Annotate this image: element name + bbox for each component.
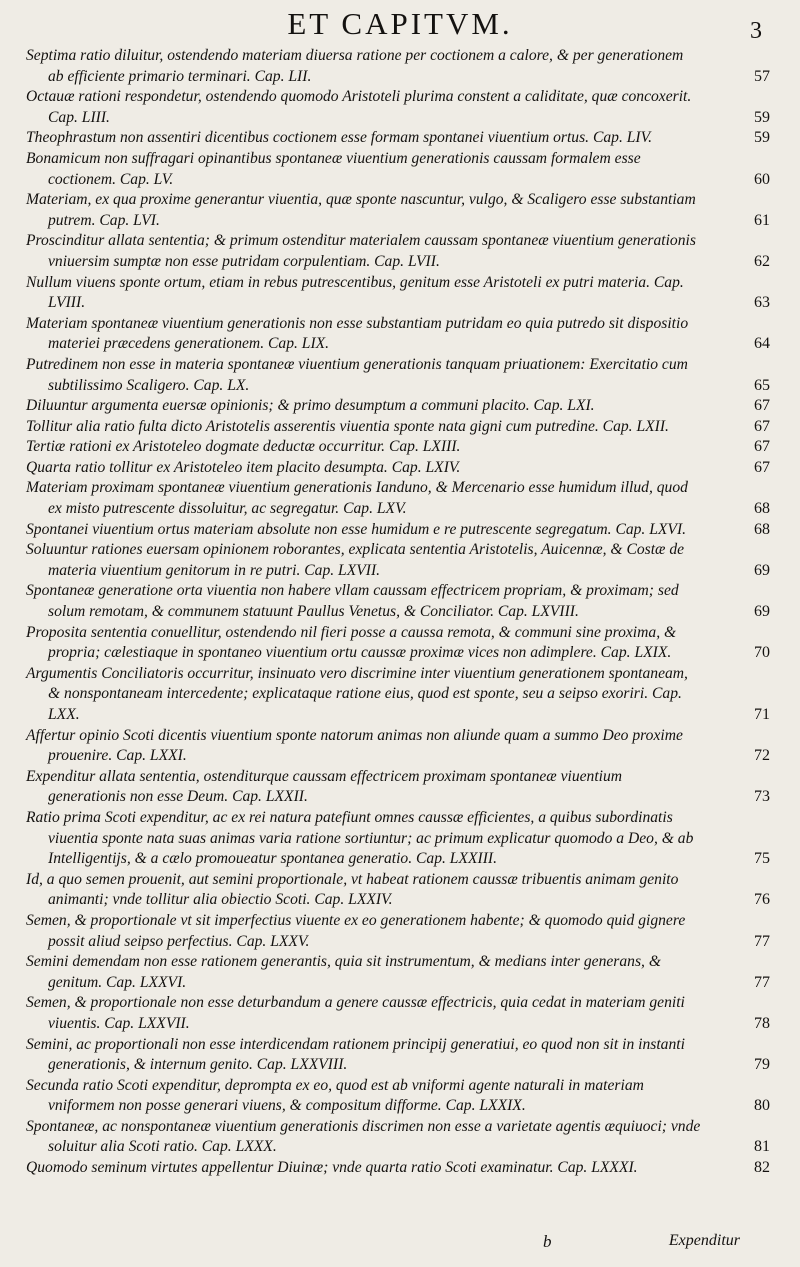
toc-entry-page: 61 [754,211,770,229]
toc-entry-text: Expenditur allata sententia, ostenditurque caussam effectricem proximam spontaneæ viuentium generationis non esse Deum. Cap. LXXII. [26,767,623,806]
toc-entry-text: Semen, & proportionale non esse deturbandum a genere caussæ effectricis, quia cedat in materiam geniti viuentis. Cap. LXXVII. [26,994,685,1032]
catchword: Expenditur [668,1232,740,1249]
toc-entry-text: Ratio prima Scoti expenditur, ac ex rei natura patefiunt omnes caussæ efficientes, a quibus subordinatis viuentia sponte nata suas animas varia ratione sortiuntur; ac primum explicatur quomodo a Deo, & ab Intelligentijs, & a cælo promoueatur spontanea generatio. Cap. LXXIII. [26,808,694,868]
toc-entry [26,46,770,87]
toc-entry-text: Quomodo seminum virtutes appellentur Diuinæ; vnde quarta ratio Scoti examinatur. Cap. LXXXI. [26,1159,638,1177]
toc-entry-text: Octauæ rationi respondetur, ostendendo quomodo Aristoteli plurima constent a caliditate, quæ concoxerit. Cap. LIII. [26,88,692,126]
toc-entry-text: Secunda ratio Scoti expenditur, deprompta ex eo, quod est ab vniformi agente naturali in materiam vniformem non posse generari viuens, & compositum difforme. Cap. LXXIX. [26,1076,644,1115]
toc-entry-text: Materiam proximam spontaneæ viuentium generationis Ianduno, & Mercenario esse humidum illud, quod ex misto putrescente dissoluitur, ac segregatur. Cap. LXV. [26,479,688,518]
toc-entry-text: Bonamicum non suffragari opinantibus spontaneæ viuentium generationis caussam formalem esse coctionem. Cap. LV. [26,149,641,188]
toc-entry [26,1158,770,1179]
toc-entry [26,767,770,808]
toc-entry-page: 69 [754,561,770,579]
toc-entry-text: Diluuntur argumenta euersæ opinionis; & primo desumptum a communi placito. Cap. LXI. [26,397,595,415]
toc-entry [26,726,770,767]
toc-entry [26,417,770,438]
page-footer [0,1232,800,1262]
toc-entry [26,1035,770,1076]
toc-entry-page: 73 [754,788,770,806]
toc-entry-text: Spontanei viuentium ortus materiam absolute non esse humidum e re putrescente segregatum. Cap. LXVI. [26,520,687,538]
toc-entry [26,911,770,952]
toc-entry-page: 68 [754,520,770,538]
toc-entry-page: 81 [754,1138,770,1156]
toc-entry-page: 78 [754,1014,770,1032]
toc-entry [26,870,770,911]
toc-entry-text: Tertiæ rationi ex Aristoteleo dogmate deductæ occurritur. Cap. LXIII. [26,438,461,456]
toc-entry-page: 71 [754,706,770,723]
toc-entry-page: 70 [754,644,770,662]
toc-entry-page: 77 [754,932,770,950]
toc-entry [26,355,770,396]
toc-entry [26,581,770,622]
toc-entry-page: 72 [754,747,770,765]
toc-entry [26,128,770,149]
toc-entry-text: Spontaneæ generatione orta viuentia non habere vllam caussam effectricem propriam, & proximam; sed solum remotam, & communem statuunt Paullus Venetus, & Conciliator. Cap. LXVIII. [26,582,679,621]
toc-entry-page: 76 [754,891,770,909]
table-of-contents [26,46,770,1179]
page-header [0,2,800,46]
toc-entry-page: 60 [754,170,770,188]
toc-entry-page: 80 [754,1097,770,1115]
toc-entry-page: 63 [754,294,770,312]
toc-entry [26,478,770,519]
page-number: 3 [750,18,762,44]
toc-entry-text: Materiam, ex qua proxime generantur viuentia, quæ sponte nascuntur, vulgo, & Scaligero esse substantiam putrem. Cap. LVI. [26,191,696,229]
running-title: ET CAPITVM. [287,6,513,41]
toc-entry [26,1076,770,1117]
toc-entry-text: Tollitur alia ratio fulta dicto Aristotelis asserentis viuentia sponte nata gigni cum putredine. Cap. LXII. [26,417,669,435]
toc-entry [26,540,770,581]
toc-entry-text: Id, a quo semen prouenit, aut semini proportionale, vt habeat rationem caussæ tribuentis animam genito animanti; vnde tollitur alia obiectio Scoti. Cap. LXXIV. [26,870,679,909]
toc-entry-text: Semini, ac proportionali non esse interdicendam rationem principij generatiui, eo quod non sit in instanti generationis, & internum genito. Cap. LXXVIII. [26,1035,685,1074]
toc-entry-page: 67 [754,417,770,435]
toc-entry-page: 57 [754,67,770,85]
toc-entry-text: Septima ratio diluitur, ostendendo materiam diuersa ratione per coctionem a calore, & per generationem ab efficiente primario terminari. Cap. LII. [26,47,684,85]
toc-entry-text: Quarta ratio tollitur ex Aristoteleo item placito desumpta. Cap. LXIV. [26,458,461,476]
toc-entry-text: Proposita sententia conuellitur, ostendendo nil fieri posse a caussa remota, & communi sine proxima, & propria; cælestiaque in spontaneo viuentium ortu caussæ proximæ vices non adimplere. Cap. LXIX. [26,623,677,662]
toc-entry [26,808,770,870]
toc-entry-page: 67 [754,438,770,456]
toc-entry [26,952,770,993]
toc-entry-text: Spontaneæ, ac nonspontaneæ viuentium generationis discrimen non esse a varietate agentis æquiuoci; vnde soluitur alia Scoti ratio. Cap. LXXX. [26,1117,701,1156]
toc-entry-page: 77 [754,973,770,991]
toc-entry-text: Affertur opinio Scoti dicentis viuentium sponte natorum animas non aliunde quam a summo Deo proxime prouenire. Cap. LXXI. [26,726,683,765]
toc-entry [26,1117,770,1158]
toc-entry-text: Putredinem non esse in materia spontaneæ viuentium generationis tanquam priuationem: Exercitatio cum subtilissimo Scaligero. Cap. LX. [26,355,688,394]
toc-entry-text: Soluuntur rationes euersam opinionem roborantes, explicata sententia Aristotelis, Auicennæ, & Costæ de materia viuentium genitorum in re putri. Cap. LXVII. [26,541,685,579]
toc-entry-page: 67 [754,397,770,415]
toc-entry [26,190,770,231]
toc-entry [26,231,770,272]
toc-entry [26,314,770,355]
toc-entry [26,437,770,458]
toc-entry-text: Semen, & proportionale vt sit imperfectius viuente ex eo generationem habente; & quomodo quid gignere possit aliud seipso perfectius. Cap. LXXV. [26,911,686,950]
toc-entry-page: 68 [754,500,770,518]
toc-entry-page: 64 [754,335,770,353]
toc-entry [26,396,770,417]
toc-entry-text: Nullum viuens sponte ortum, etiam in rebus putrescentibus, genitum esse Aristoteli ex putri materia. Cap. LVIII. [26,273,684,312]
toc-entry [26,664,770,726]
toc-entry-page: 59 [754,129,770,147]
toc-entry [26,458,770,479]
toc-entry-page: 69 [754,603,770,621]
toc-entry-page: 82 [754,1159,770,1177]
toc-entry-text: Semini demendam non esse rationem generantis, quia sit instrumentum, & medians inter generans, & genitum. Cap. LXXVI. [26,953,661,991]
toc-entry-page: 62 [754,252,770,270]
toc-entry-text: Theophrastum non assentiri dicentibus coctionem esse formam spontanei viuentium ortus. Cap. LIV. [26,129,653,147]
toc-entry-page: 65 [754,376,770,394]
toc-entry [26,993,770,1034]
toc-entry [26,273,770,314]
toc-entry-page: 79 [754,1056,770,1074]
signature-mark: b [543,1232,552,1251]
toc-entry-page: 67 [754,458,770,476]
toc-entry [26,87,770,128]
toc-entry-text: Materiam spontaneæ viuentium generationis non esse substantiam putridam eo quia putredo sit dispositio materiei præcedens generationem. Cap. LIX. [26,314,689,353]
toc-entry-text: Argumentis Conciliatoris occurritur, insinuato vero discrimine inter viuentium generationem spontaneam, & nonspontaneam intercedente; explicataque ratione eius, quod est sponte, seu a seipso exoriri. Cap. LXX. [26,664,688,723]
toc-entry [26,520,770,541]
toc-entry-page: 75 [754,850,770,868]
toc-entry [26,149,770,190]
toc-entry-page: 59 [754,108,770,126]
toc-entry [26,623,770,664]
toc-entry-text: Proscinditur allata sententia; & primum ostenditur materialem caussam spontaneæ viuentium generationis vniuersim sumptæ non esse putridam corpulentiam. Cap. LVII. [26,232,696,270]
